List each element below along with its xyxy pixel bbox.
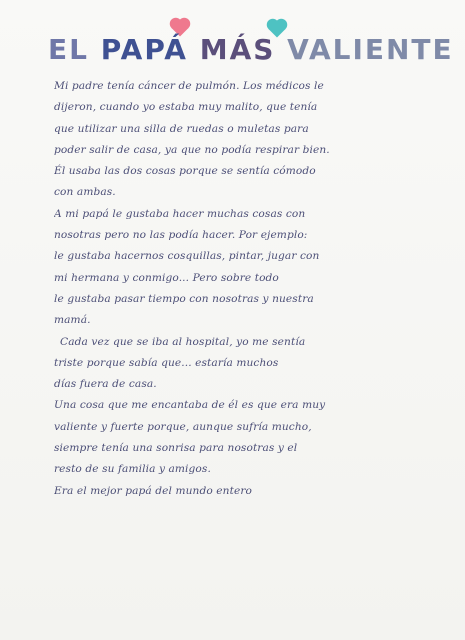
text-line: días fuera de casa. — [54, 378, 157, 391]
text-line: con ambas. — [54, 186, 116, 199]
handwritten-text — [54, 76, 414, 502]
text-line: le gustaba pasar tiempo con nosotras y nuestra — [54, 292, 314, 305]
text-line: Él usaba las dos cosas porque se sentía cómodo — [54, 165, 316, 178]
text-line: triste porque sabía que... estaría muchos — [54, 356, 279, 369]
text-line: siempre tenía una sonrisa para nosotras y el — [54, 442, 298, 455]
title-area — [48, 22, 454, 72]
title-word-valiente: VALIENTE — [287, 33, 454, 66]
title-word-mas: MÁS — [199, 33, 276, 66]
text-line: le gustaba hacernos cosquillas, pintar, jugar con — [54, 250, 320, 263]
text-line: Una cosa que me encantaba de él es que era muy — [54, 399, 326, 412]
text-line: mi hermana y conmigo... Pero sobre todo — [54, 271, 279, 284]
text-line: resto de su familia y amigos. — [54, 463, 211, 476]
page-title — [48, 32, 454, 68]
title-word-el: EL — [48, 33, 89, 66]
title-word-papa: PAPÁ — [100, 33, 188, 66]
text-line: nosotras pero no las podía hacer. Por ejemplo: — [54, 229, 308, 242]
text-line: poder salir de casa, ya que no podía respirar bien. — [54, 143, 330, 156]
text-line: A mi papá le gustaba hacer muchas cosas con — [54, 207, 306, 220]
text-line: Era el mejor papá del mundo entero — [54, 484, 252, 497]
text-line: valiente y fuerte porque, aunque sufría mucho, — [54, 420, 312, 433]
text-line: Mi padre tenía cáncer de pulmón. Los médicos le — [54, 80, 324, 92]
text-line: mamá. — [54, 314, 91, 327]
text-line: Cada vez que se iba al hospital, yo me sentía — [60, 335, 306, 348]
text-line: que utilizar una silla de ruedas o muletas para — [54, 122, 309, 135]
text-line: dijeron, cuando yo estaba muy malito, que tenía — [54, 101, 318, 114]
